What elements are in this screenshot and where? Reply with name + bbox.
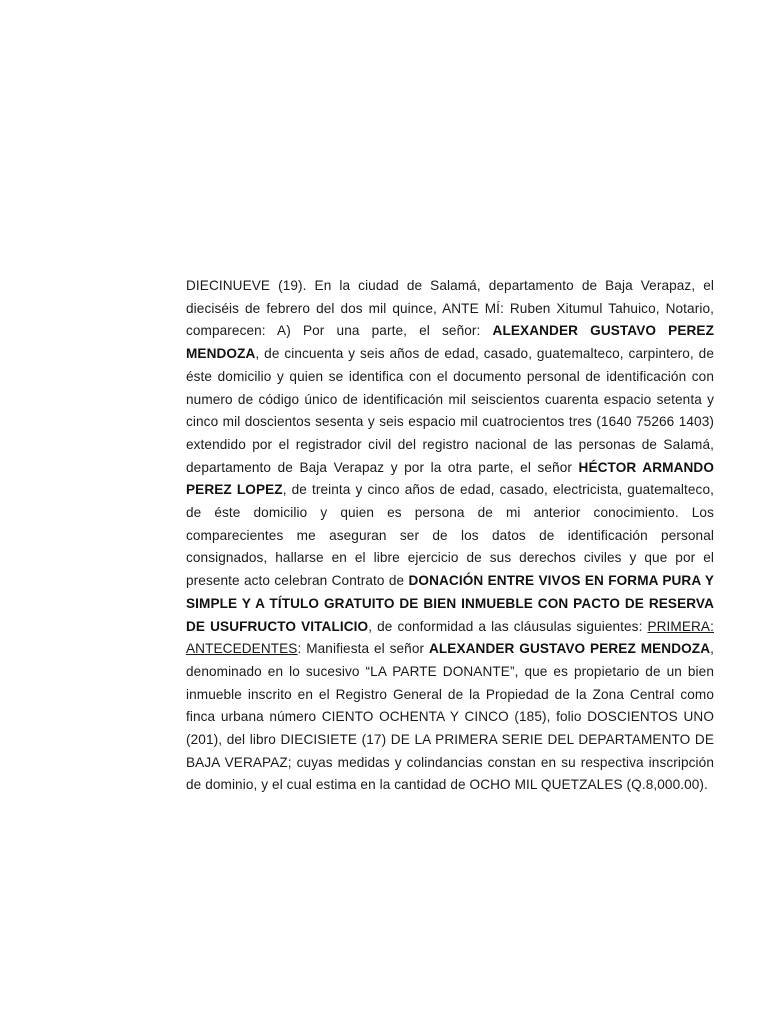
underlined-clause-heading: PRIMERA: ANTECEDENTES — [186, 618, 714, 657]
bold-party-name-donee: HÉCTOR ARMANDO PEREZ LOPEZ — [186, 459, 714, 498]
paragraph-text: , de conformidad a las cláusulas siguientes: — [368, 618, 648, 634]
paragraph-text: DIECINUEVE (19). En la ciudad de Salamá, departamento de Baja Verapaz, el dieciséis de febrero del dos mil quince, ANTE MÍ: Ruben Xitumul Tahuico, Notario, comparecen: A) Por una parte, el señor: — [186, 278, 714, 339]
paragraph-text: : Manifiesta el señor — [297, 641, 429, 657]
bold-party-name-donor: ALEXANDER GUSTAVO PEREZ MENDOZA — [428, 641, 711, 657]
paragraph-text: , denominado en lo sucesivo “LA PARTE DONANTE”, que es propietario de un bien inmueble inscrito en el Registro General de la Propiedad de la Zona Central como finca urbana número CIENTO OCHENTA Y CINCO (185), folio DOSCIENTOS UNO (201), del libro DIECISIETE (17) DE LA PRIMERA SERIE DEL DEPARTAMENTO DE BAJA VERAPAZ; cuyas medidas y colindancias constan en su respectiva inscripción de dominio, y el cual estima en la cantidad de OCHO MIL QUETZALES (Q.8,000.00). — [186, 641, 715, 793]
document-body-paragraph — [186, 275, 714, 797]
paragraph-text: , de treinta y cinco años de edad, casado, electricista, guatemalteco, de éste domicilio y quien es persona de mi anterior conocimiento. Los comparecientes me aseguran ser de los datos de identificación personal consignados, hallarse en el libre ejercicio de sus derechos civiles y que por el presente acto celebran Contrato de — [186, 482, 714, 589]
paragraph-text: , de cincuenta y seis años de edad, casado, guatemalteco, carpintero, de éste domicilio y quien se identifica con el documento personal de identificación con numero de código único de identificación mil seiscientos cuarenta espacio setenta y cinco mil doscientos sesenta y seis espacio mil cuatrocientos tres (1640 75266 1403) extendido por el registrador civil del registro nacional de las personas de Salamá, departamento de Baja Verapaz y por la otra parte, el señor — [186, 346, 714, 475]
bold-contract-title: DONACIÓN ENTRE VIVOS EN FORMA PURA Y SIMPLE Y A TÍTULO GRATUITO DE BIEN INMUEBLE CON PACTO DE RESERVA DE USUFRUCTO VITALICIO — [186, 573, 714, 634]
bold-party-name-donor: ALEXANDER GUSTAVO PEREZ MENDOZA — [186, 323, 715, 362]
